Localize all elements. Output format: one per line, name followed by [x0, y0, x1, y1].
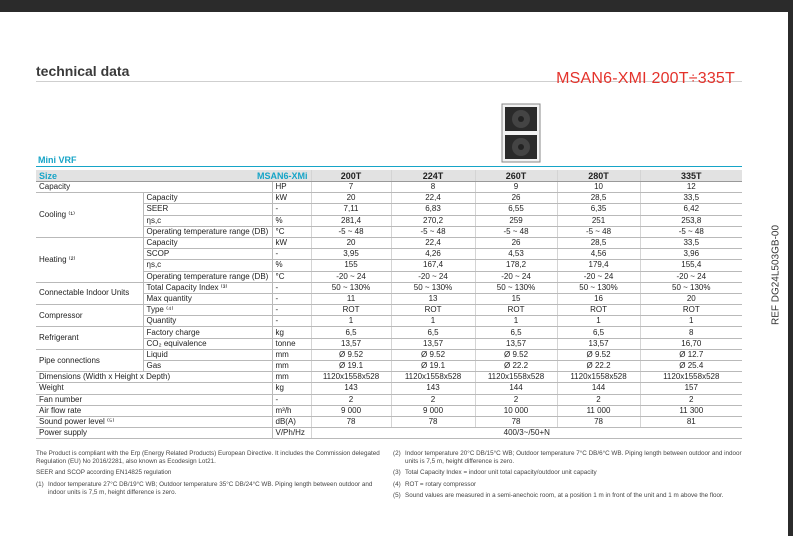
row-value: 400/3~/50+N: [311, 428, 742, 439]
footnote: [393, 481, 743, 489]
row-value: 13,57: [557, 338, 640, 349]
row-value: 7,11: [311, 204, 391, 215]
row-value: 7: [311, 182, 391, 193]
row-value: 81: [640, 416, 742, 427]
row-value: -5 ~ 48: [391, 226, 475, 237]
row-value: ROT: [640, 305, 742, 316]
window-right-edge: [788, 0, 793, 536]
row-value: ROT: [557, 305, 640, 316]
row-unit: -: [272, 204, 311, 215]
row-value: 143: [311, 383, 391, 394]
row-value: 10 000: [475, 405, 557, 416]
table-row: [36, 327, 742, 338]
row-value: 1120x1558x528: [557, 372, 640, 383]
row-value: 251: [557, 215, 640, 226]
row-value: 20: [640, 293, 742, 304]
table-row: [36, 372, 742, 383]
row-value: 13,57: [311, 338, 391, 349]
row-value: -20 ~ 24: [311, 271, 391, 282]
notes-left: [36, 450, 381, 500]
row-unit: tonne: [272, 338, 311, 349]
section-label: Mini VRF: [38, 155, 77, 165]
row-value: 253,8: [640, 215, 742, 226]
table-row: [36, 405, 742, 416]
row-value: 20: [311, 237, 391, 248]
row-value: Ø 19.1: [391, 361, 475, 372]
model-header: 335T: [640, 170, 742, 182]
footnote-number: (1): [36, 480, 44, 488]
row-label: Capacity: [36, 182, 272, 193]
row-value: 1120x1558x528: [475, 372, 557, 383]
row-sub-label: Factory charge: [143, 327, 272, 338]
row-value: 15: [475, 293, 557, 304]
row-value: 50 ~ 130%: [640, 282, 742, 293]
row-value: Ø 9.52: [391, 349, 475, 360]
row-value: 78: [475, 416, 557, 427]
footnote: [393, 469, 743, 477]
row-value: 6,5: [475, 327, 557, 338]
row-value: 143: [391, 383, 475, 394]
row-value: 78: [557, 416, 640, 427]
row-value: 6,5: [391, 327, 475, 338]
row-value: 78: [311, 416, 391, 427]
row-unit: -: [272, 316, 311, 327]
row-value: Ø 19.1: [311, 361, 391, 372]
row-value: 1120x1558x528: [311, 372, 391, 383]
footnote-text: Sound values are measured in a semi-anechoic room, at a position 1 m in front of the unit and 1 m above the floor.: [405, 491, 724, 499]
row-value: 8: [640, 327, 742, 338]
row-unit: HP: [272, 182, 311, 193]
model-header: 200T: [311, 170, 391, 182]
size-header: Size: [36, 170, 143, 182]
compliance-note: The Product is compliant with the Erp (Energy Related Products) European Directive. It includes the Commission delegated Regulation (EU) No 2016/2281, also known as Ecodesign Lot21.: [36, 450, 380, 466]
table-row: [36, 416, 742, 427]
row-sub-label: Type ⁽⁴⁾: [143, 305, 272, 316]
footnote-text: ROT = rotary compressor: [405, 480, 477, 488]
row-sub-label: Liquid: [143, 349, 272, 360]
row-value: 179,4: [557, 260, 640, 271]
row-value: -5 ~ 48: [557, 226, 640, 237]
row-group-label: Refrigerant: [36, 327, 143, 349]
row-unit: kW: [272, 237, 311, 248]
row-group-label: Compressor: [36, 305, 143, 327]
footnote-number: (3): [393, 469, 401, 477]
row-value: 33,5: [640, 193, 742, 204]
footnote: [36, 481, 381, 497]
seer-note: SEER and SCOP according EN14825 regulation: [36, 469, 172, 477]
row-value: 1: [391, 316, 475, 327]
row-value: 10: [557, 182, 640, 193]
row-unit: -: [272, 394, 311, 405]
row-value: 4,26: [391, 249, 475, 260]
row-unit: °C: [272, 226, 311, 237]
row-value: 1: [311, 316, 391, 327]
row-unit: °C: [272, 271, 311, 282]
outdoor-unit-image: [501, 103, 541, 163]
row-unit: %: [272, 215, 311, 226]
row-value: 16: [557, 293, 640, 304]
row-sub-label: ηs,c: [143, 215, 272, 226]
row-value: 9: [475, 182, 557, 193]
row-value: 2: [391, 394, 475, 405]
table-row: [36, 305, 742, 316]
row-unit: m³/h: [272, 405, 311, 416]
row-value: 13,57: [391, 338, 475, 349]
page-title: technical data: [36, 63, 130, 79]
row-value: 1120x1558x528: [640, 372, 742, 383]
row-group-label: Connectable Indoor Units: [36, 282, 143, 304]
model-header: 224T: [391, 170, 475, 182]
row-label: Weight: [36, 383, 272, 394]
row-value: 144: [557, 383, 640, 394]
row-value: 11 300: [640, 405, 742, 416]
row-value: 11: [311, 293, 391, 304]
table-row: [36, 182, 742, 193]
table-row: [36, 237, 742, 248]
row-value: -5 ~ 48: [640, 226, 742, 237]
row-value: 50 ~ 130%: [391, 282, 475, 293]
section-divider: [36, 166, 742, 167]
row-sub-label: Capacity: [143, 237, 272, 248]
row-value: 26: [475, 193, 557, 204]
row-group-label: Pipe connections: [36, 349, 143, 371]
row-unit: kW: [272, 193, 311, 204]
row-value: 144: [475, 383, 557, 394]
row-value: 9 000: [311, 405, 391, 416]
row-unit: -: [272, 249, 311, 260]
series-header: MSAN6-XMi: [143, 170, 311, 182]
row-value: 11 000: [557, 405, 640, 416]
table-row: [36, 282, 742, 293]
window-top-bar: [0, 0, 793, 12]
row-value: Ø 25.4: [640, 361, 742, 372]
row-unit: V/Ph/Hz: [272, 428, 311, 439]
row-group-label: Heating ⁽²⁾: [36, 237, 143, 282]
row-value: 155: [311, 260, 391, 271]
row-value: -20 ~ 24: [557, 271, 640, 282]
row-value: 6,35: [557, 204, 640, 215]
row-value: Ø 12.7: [640, 349, 742, 360]
row-value: 6,83: [391, 204, 475, 215]
row-value: 28,5: [557, 193, 640, 204]
spec-table: [36, 170, 742, 439]
table-row: [36, 383, 742, 394]
row-unit: kg: [272, 327, 311, 338]
row-value: 1: [475, 316, 557, 327]
row-value: 12: [640, 182, 742, 193]
row-value: Ø 9.52: [311, 349, 391, 360]
row-sub-label: Quantity: [143, 316, 272, 327]
notes-right: [393, 450, 743, 503]
row-value: 22,4: [391, 237, 475, 248]
row-unit: kg: [272, 383, 311, 394]
row-sub-label: ηs,c: [143, 260, 272, 271]
row-value: ROT: [311, 305, 391, 316]
row-unit: -: [272, 282, 311, 293]
row-sub-label: Max quantity: [143, 293, 272, 304]
row-sub-label: SCOP: [143, 249, 272, 260]
row-value: -5 ~ 48: [311, 226, 391, 237]
row-value: 4,56: [557, 249, 640, 260]
row-sub-label: Total Capacity Index ⁽³⁾: [143, 282, 272, 293]
model-range-title: MSAN6-XMI 200T÷335T: [556, 70, 735, 87]
row-value: 1: [640, 316, 742, 327]
row-value: 1120x1558x528: [391, 372, 475, 383]
footnote-number: (4): [393, 480, 401, 488]
row-value: 78: [391, 416, 475, 427]
row-value: 2: [640, 394, 742, 405]
row-value: 50 ~ 130%: [475, 282, 557, 293]
row-group-label: Cooling ⁽¹⁾: [36, 193, 143, 238]
row-value: 178,2: [475, 260, 557, 271]
row-value: 13: [391, 293, 475, 304]
row-value: ROT: [391, 305, 475, 316]
row-value: -20 ~ 24: [475, 271, 557, 282]
row-label: Air flow rate: [36, 405, 272, 416]
row-value: 33,5: [640, 237, 742, 248]
row-value: 3,95: [311, 249, 391, 260]
row-value: 28,5: [557, 237, 640, 248]
row-value: 3,96: [640, 249, 742, 260]
row-value: 6,5: [311, 327, 391, 338]
table-row: [36, 394, 742, 405]
row-value: 13,57: [475, 338, 557, 349]
row-value: 1: [557, 316, 640, 327]
row-value: 6,5: [557, 327, 640, 338]
row-value: 4,53: [475, 249, 557, 260]
row-value: 6,42: [640, 204, 742, 215]
model-header: 260T: [475, 170, 557, 182]
row-value: -20 ~ 24: [640, 271, 742, 282]
row-value: 50 ~ 130%: [557, 282, 640, 293]
row-value: Ø 22.2: [475, 361, 557, 372]
row-label: Sound power level ⁽⁵⁾: [36, 416, 272, 427]
row-value: 50 ~ 130%: [311, 282, 391, 293]
row-unit: mm: [272, 349, 311, 360]
footnote-number: (5): [393, 491, 401, 499]
row-value: 2: [311, 394, 391, 405]
row-value: 20: [311, 193, 391, 204]
row-value: -20 ~ 24: [391, 271, 475, 282]
row-unit: -: [272, 305, 311, 316]
footnote-number: (2): [393, 450, 401, 457]
row-sub-label: CO₂ equivalence: [143, 338, 272, 349]
row-label: Fan number: [36, 394, 272, 405]
row-value: 2: [475, 394, 557, 405]
row-value: 157: [640, 383, 742, 394]
row-value: 8: [391, 182, 475, 193]
footnote: [393, 492, 743, 500]
table-header-row: [36, 170, 742, 182]
row-value: 22,4: [391, 193, 475, 204]
row-label: Dimensions (Width x Height x Depth): [36, 372, 272, 383]
row-value: Ø 22.2: [557, 361, 640, 372]
row-value: 26: [475, 237, 557, 248]
row-sub-label: Operating temperature range (DB): [143, 271, 272, 282]
table-row: [36, 428, 742, 439]
table-row: [36, 193, 742, 204]
row-value: 281,4: [311, 215, 391, 226]
table-row: [36, 349, 742, 360]
row-value: 167,4: [391, 260, 475, 271]
reference-code: REF DG24L503GB-00: [770, 224, 782, 326]
row-unit: mm: [272, 372, 311, 383]
row-value: 259: [475, 215, 557, 226]
row-value: 9 000: [391, 405, 475, 416]
row-value: ROT: [475, 305, 557, 316]
row-value: 2: [557, 394, 640, 405]
row-unit: dB(A): [272, 416, 311, 427]
row-sub-label: Operating temperature range (DB): [143, 226, 272, 237]
row-label: Power supply: [36, 428, 272, 439]
row-unit: %: [272, 260, 311, 271]
row-sub-label: Capacity: [143, 193, 272, 204]
row-unit: mm: [272, 361, 311, 372]
footnote-text: Total Capacity Index = indoor unit total capacity/outdoor unit capacity: [405, 469, 597, 477]
footnote: [393, 450, 743, 466]
row-value: 16,70: [640, 338, 742, 349]
footnote-text: Indoor temperature 20°C DB/15°C WB; Outdoor temperature 7°C DB/6°C WB. Piping length between outdoor and indoor units is 7,5 m, height difference is zero.: [405, 450, 742, 466]
row-value: Ø 9.52: [557, 349, 640, 360]
row-value: 6,55: [475, 204, 557, 215]
model-header: 280T: [557, 170, 640, 182]
row-value: 270,2: [391, 215, 475, 226]
row-value: 155,4: [640, 260, 742, 271]
row-value: -5 ~ 48: [475, 226, 557, 237]
row-value: Ø 9.52: [475, 349, 557, 360]
footnote-text: Indoor temperature 27°C DB/19°C WB; Outdoor temperature 35°C DB/24°C WB. Piping length between outdoor and indoor units is 7,5 m, height difference is zero.: [48, 480, 373, 496]
row-sub-label: SEER: [143, 204, 272, 215]
row-unit: -: [272, 293, 311, 304]
row-sub-label: Gas: [143, 361, 272, 372]
